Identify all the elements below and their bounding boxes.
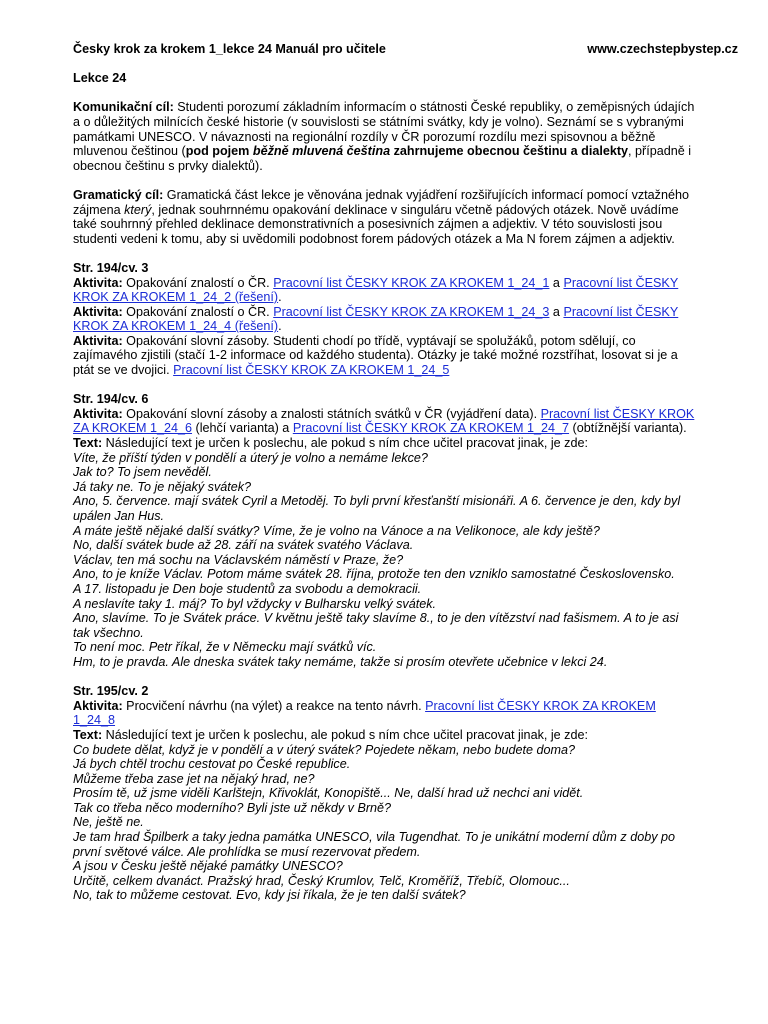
activity-3 [73,334,698,378]
header-title: Česky krok za krokem 1_lekce 24 Manuál pro učitele [73,42,386,56]
header-site: www.czechstepbystep.cz [587,42,738,56]
activity-end: . [278,290,282,305]
worksheet-link-24-7[interactable]: Pracovní list ČESKY KROK ZA KROKEM 1_24_7 [292,421,570,436]
dialog-line: Ne, ještě ne. [73,815,144,830]
worksheet-link-24-5[interactable]: Pracovní list ČESKY KROK ZA KROKEM 1_24_5 [173,363,450,378]
activity-end: (obtížnější varianta). [569,421,687,436]
activity-text: Opakování slovní zásoby a znalosti státních svátků v ČR (vyjádření data). [122,406,541,421]
activity-label: Aktivita: [73,304,123,319]
activity-text: Opakování znalostí o ČR. [122,275,274,290]
komunikacni-label: Komunikační cíl: [73,100,174,115]
dialog-line: A 17. listopadu je Den boje studentů za svobodu a demokracii. [73,581,422,596]
lesson-title: Lekce 24 [73,71,127,86]
gramaticky-text: Gramatická část lekce je věnována jednak vyjádření rozšiřujících informací pomocí vztažného zájmena [73,187,689,217]
activity-4 [73,407,698,436]
activity-label: Aktivita: [73,406,123,421]
activity-end: . [278,319,282,334]
text-intro-2 [73,728,698,743]
activity-2 [73,305,698,334]
komunikacni-text-end: , případně i obecnou češtinu s prvky dialektů). [73,144,692,173]
dialog-line: No, tak to můžeme cestovat. Evo, kdy jsi říkala, že je ten další svátek? [73,888,466,903]
gramaticky-paragraph [73,188,698,246]
dialog-line: Můžeme třeba zase jet na nějaký hrad, ne? [73,771,315,786]
komunikacni-text: Studenti porozumí základním informacím o státnosti České republiky, o zeměpisných údajích a o důležitých milnících české historie (v souvislosti se státními svátky, kdy je volno). Seznámí se s vybranými památkami UNESCO. V návaznosti na regionální rozdíly v ČR porozumí rozdílu mezi spisovnou a běžně mluvenou češtinou ( [73,100,695,159]
dialog-line: Jak to? To jsem nevěděl. [73,465,212,480]
dialog-line: A neslavíte taky 1. máj? To byl vždycky v Bulharsku velký svátek. [73,596,437,611]
activity-text: Opakování slovní zásoby. Studenti chodí po třídě, vyptávají se spolužáků, potom sdělují, co zajímavého zjistili (stačí 1-2 informace od každého studenta). Otázky je také možné rozstříhat, losovat si je a ptát se ve dvojici. [73,333,678,378]
dialog-line: Prosím tě, už jsme viděli Karlštejn, Křivoklát, Konopiště... Ne, další hrad už nechci ani vidět. [73,786,584,801]
dialog-1 [73,451,698,670]
text-label: Text: [73,436,103,451]
activity-mid: (lehčí varianta) a [192,421,293,436]
section-heading-1: Str. 194/cv. 3 [73,260,149,275]
komunikacni-paragraph [73,100,698,173]
page-header [73,42,738,57]
worksheet-link-24-1[interactable]: Pracovní list ČESKY KROK ZA KROKEM 1_24_1 [273,275,550,290]
dialog-line: Ano, slavíme. To je Svátek práce. V květnu ještě taky slavíme 8., to je den vítězství nad fašismem. A to je asi tak všechno. [73,611,679,640]
activity-text: Opakování znalostí o ČR. [122,304,274,319]
dialog-line: No, další svátek bude až 28. září na svátek svatého Václava. [73,538,414,553]
gramaticky-text-end: , jednak souhrnnému opakování deklinace v singuláru včetně pádových otázek. Nově uvádíme také souhrnný přehled deklinace demonstrativních a posesivních zájmen a adjektiv. V této souvislosti jsou studenti vedeni k tomu, aby si uvědomili podobnost forem pádových otázek a Ma N forem zájmen a adjektiv. [73,202,679,246]
section-heading-3: Str. 195/cv. 2 [73,684,149,699]
worksheet-link-24-8[interactable]: Pracovní list ČESKY KROK ZA KROKEM 1_24_8 [73,698,656,728]
dialog-line: Václav, ten má sochu na Václavském náměstí v Praze, že? [73,552,404,567]
activity-1 [73,276,698,305]
dialog-line: Já bych chtěl trochu cestovat po České republice. [73,757,351,772]
activity-and: a [549,275,564,290]
activity-and: a [549,304,564,319]
komunikacni-bold-italic: běžně mluvená čeština [252,144,391,159]
dialog-line: Co budete dělat, když je v pondělí a v úterý svátek? Pojedete někam, nebo budete doma? [73,742,575,757]
activity-label: Aktivita: [73,333,123,348]
text-intro-1 [73,436,698,451]
text-intro: Následující text je určen k poslechu, ale pokud s ním chce učitel pracovat jinak, je zde: [102,436,588,451]
dialog-line: To není moc. Petr říkal, že v Německu mají svátků víc. [73,640,377,655]
dialog-line: Určitě, celkem dvanáct. Pražský hrad, Český Krumlov, Telč, Kroměříž, Třebíč, Olomouc... [73,873,570,888]
activity-label: Aktivita: [73,698,123,713]
dialog-line: Ano, to je kníže Václav. Potom máme svátek 28. října, protože ten den vzniklo samostatné Československo. [73,567,675,582]
document-page [73,42,738,903]
dialog-line: Je tam hrad Špilberk a taky jedna památka UNESCO, vila Tugendhat. To je unikátní moderní dům z doby po první světové válce. Ale prohlídka se musí rezervovat předem. [73,830,676,859]
gramaticky-italic: který [124,202,152,217]
activity-label: Aktivita: [73,275,123,290]
dialog-line: Já taky ne. To je nějaký svátek? [73,479,252,494]
komunikacni-bold-2: zahrnujeme obecnou češtinu a dialekty [390,144,629,159]
komunikacni-bold: pod pojem [185,144,253,159]
activity-text: Procvičení návrhu (na výlet) a reakce na tento návrh. [122,698,426,713]
dialog-line: A máte ještě nějaké další svátky? Víme, že je volno na Vánoce a na Velikonoce, ale kdy ještě? [73,523,600,538]
dialog-line: Hm, to je pravda. Ale dneska svátek taky nemáme, takže si prosím otevřete učebnice v lekci 24. [73,654,608,669]
dialog-line: Tak co třeba něco moderního? Byli jste už někdy v Brně? [73,800,392,815]
activity-5 [73,699,698,728]
worksheet-link-24-2[interactable]: Pracovní list ČESKY KROK ZA KROKEM 1_24_2 (řešení) [73,275,679,305]
dialog-line: A jsou v Česku ještě nějaké památky UNESCO? [73,859,343,874]
text-intro: Následující text je určen k poslechu, ale pokud s ním chce učitel pracovat jinak, je zde: [102,727,588,742]
section-heading-2: Str. 194/cv. 6 [73,392,149,407]
gramaticky-label: Gramatický cíl: [73,187,164,202]
worksheet-link-24-6[interactable]: Pracovní list ČESKY KROK ZA KROKEM 1_24_6 [73,406,695,436]
dialog-2 [73,743,698,904]
dialog-line: Víte, že příští týden v pondělí a úterý je volno a nemáme lekce? [73,450,428,465]
dialog-line: Ano, 5. července. mají svátek Cyril a Metoděj. To byli první křesťanští misionáři. A 6. července je den, kdy byl upálen Jan Hus. [73,494,681,523]
worksheet-link-24-3[interactable]: Pracovní list ČESKY KROK ZA KROKEM 1_24_3 [273,304,550,319]
worksheet-link-24-4[interactable]: Pracovní list ČESKY KROK ZA KROKEM 1_24_4 (řešení) [73,304,679,334]
text-label: Text: [73,727,103,742]
